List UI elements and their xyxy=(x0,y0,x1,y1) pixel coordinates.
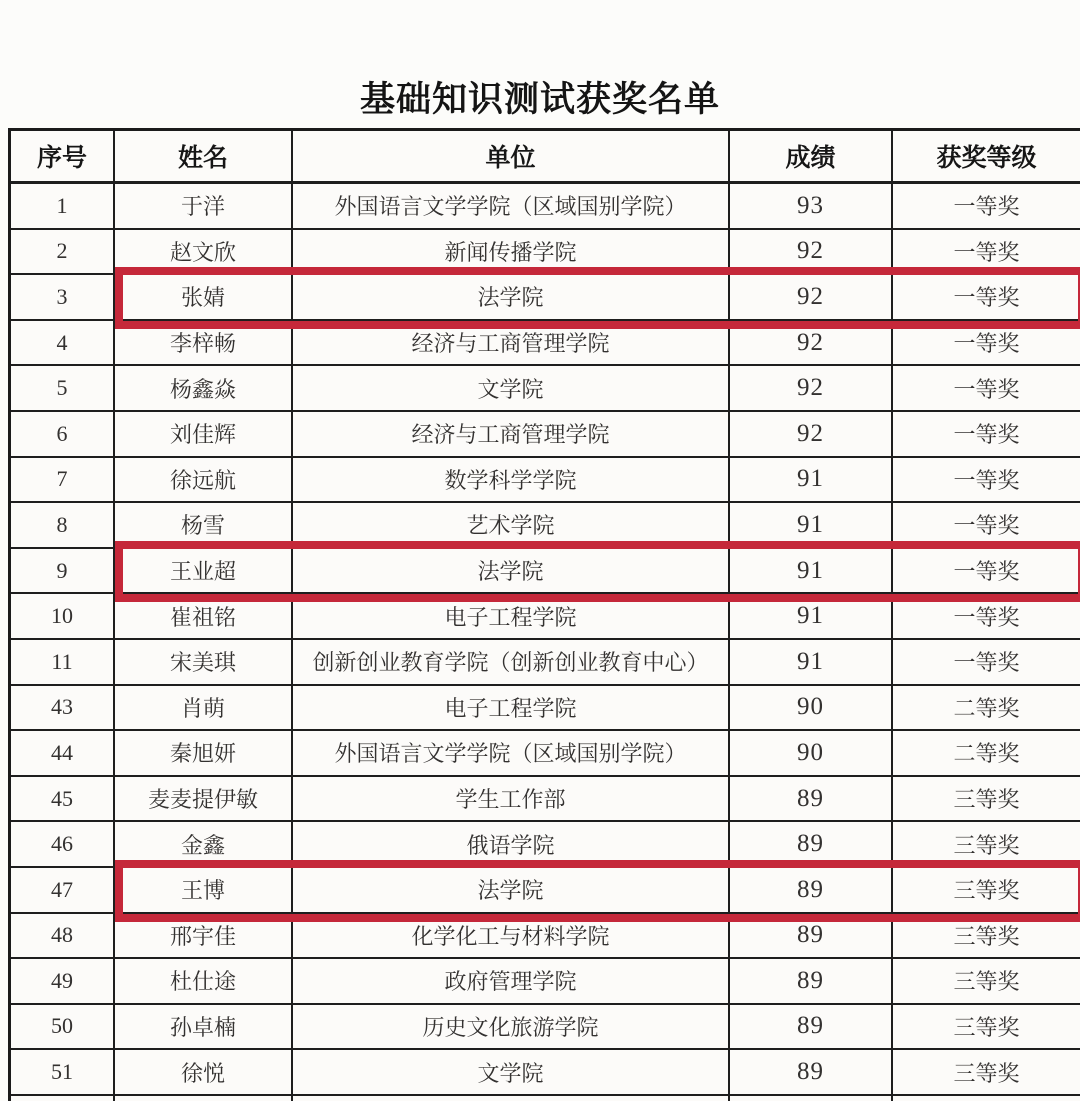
cell-name: 赵文欣 xyxy=(115,230,293,276)
cell-name: 宋美琪 xyxy=(115,640,293,686)
cell-score: 91 xyxy=(730,594,893,640)
cell-no: 11 xyxy=(11,640,115,686)
cell-unit: 文学院 xyxy=(293,1050,730,1096)
cell-unit: 外国语言文学学院（区域国别学院） xyxy=(293,184,730,230)
table-row-highlighted xyxy=(11,868,1080,914)
header-name: 姓名 xyxy=(115,131,293,184)
cell-score: 89 xyxy=(730,1005,893,1051)
cell-no: 48 xyxy=(11,914,115,960)
cell-no: 49 xyxy=(11,959,115,1005)
cell-name: 张婧 xyxy=(115,275,293,321)
table-row xyxy=(11,686,1080,732)
cell-unit: 法学院 xyxy=(293,549,730,595)
table-row-highlighted xyxy=(11,275,1080,321)
table-row xyxy=(11,412,1080,458)
partial-cell xyxy=(730,1096,893,1101)
cell-no: 6 xyxy=(11,412,115,458)
cell-no: 44 xyxy=(11,731,115,777)
cell-unit: 化学化工与材料学院 xyxy=(293,914,730,960)
cell-unit: 电子工程学院 xyxy=(293,686,730,732)
cell-award: 一等奖 xyxy=(893,230,1080,276)
table-row xyxy=(11,959,1080,1005)
table-row xyxy=(11,458,1080,504)
cell-no: 51 xyxy=(11,1050,115,1096)
cell-name: 麦麦提伊敏 xyxy=(115,777,293,823)
cell-unit: 新闻传播学院 xyxy=(293,230,730,276)
cell-unit: 政府管理学院 xyxy=(293,959,730,1005)
cell-score: 91 xyxy=(730,640,893,686)
cell-score: 91 xyxy=(730,458,893,504)
cell-award: 一等奖 xyxy=(893,549,1080,595)
cell-name: 邢宇佳 xyxy=(115,914,293,960)
cell-no: 2 xyxy=(11,230,115,276)
cell-name: 王博 xyxy=(115,868,293,914)
cell-name: 秦旭妍 xyxy=(115,731,293,777)
cell-name: 于洋 xyxy=(115,184,293,230)
cell-score: 90 xyxy=(730,731,893,777)
cell-name: 杜仕途 xyxy=(115,959,293,1005)
cell-award: 三等奖 xyxy=(893,868,1080,914)
cell-no: 45 xyxy=(11,777,115,823)
cell-unit: 经济与工商管理学院 xyxy=(293,321,730,367)
table-row xyxy=(11,366,1080,412)
table-row xyxy=(11,731,1080,777)
cell-award: 一等奖 xyxy=(893,184,1080,230)
header-unit: 单位 xyxy=(293,131,730,184)
cell-no: 3 xyxy=(11,275,115,321)
partial-cell xyxy=(893,1096,1080,1101)
cell-score: 89 xyxy=(730,777,893,823)
cell-unit: 学生工作部 xyxy=(293,777,730,823)
cell-score: 92 xyxy=(730,275,893,321)
table-row-highlighted xyxy=(11,549,1080,595)
cell-award: 三等奖 xyxy=(893,1005,1080,1051)
cell-unit: 法学院 xyxy=(293,275,730,321)
cell-no: 4 xyxy=(11,321,115,367)
cell-no: 50 xyxy=(11,1005,115,1051)
cell-score: 89 xyxy=(730,959,893,1005)
table-row xyxy=(11,503,1080,549)
table-row xyxy=(11,184,1080,230)
cell-award: 三等奖 xyxy=(893,959,1080,1005)
cell-unit: 电子工程学院 xyxy=(293,594,730,640)
table-row xyxy=(11,640,1080,686)
cell-award: 二等奖 xyxy=(893,686,1080,732)
cell-score: 92 xyxy=(730,366,893,412)
table-row xyxy=(11,822,1080,868)
cell-score: 92 xyxy=(730,230,893,276)
header-award: 获奖等级 xyxy=(893,131,1080,184)
page-title: 基础知识测试获奖名单 xyxy=(359,80,720,119)
table-row xyxy=(11,1050,1080,1096)
cell-unit: 艺术学院 xyxy=(293,503,730,549)
cell-name: 李梓畅 xyxy=(115,321,293,367)
table-header-row xyxy=(11,131,1080,184)
header-score: 成绩 xyxy=(730,131,893,184)
cell-unit: 经济与工商管理学院 xyxy=(293,412,730,458)
cell-name: 徐悦 xyxy=(115,1050,293,1096)
cell-no: 10 xyxy=(11,594,115,640)
cell-score: 92 xyxy=(730,412,893,458)
cell-score: 89 xyxy=(730,868,893,914)
cell-unit: 历史文化旅游学院 xyxy=(293,1005,730,1051)
table-row xyxy=(11,1005,1080,1051)
cell-score: 92 xyxy=(730,321,893,367)
cell-unit: 俄语学院 xyxy=(293,822,730,868)
table-row xyxy=(11,914,1080,960)
cell-unit: 数学科学学院 xyxy=(293,458,730,504)
header-no: 序号 xyxy=(11,131,115,184)
cell-no: 7 xyxy=(11,458,115,504)
cell-award: 一等奖 xyxy=(893,503,1080,549)
partial-next-row xyxy=(11,1096,1080,1101)
cell-unit: 外国语言文学学院（区域国别学院） xyxy=(293,731,730,777)
cell-award: 一等奖 xyxy=(893,321,1080,367)
cell-award: 三等奖 xyxy=(893,914,1080,960)
cell-award: 一等奖 xyxy=(893,366,1080,412)
cell-no: 46 xyxy=(11,822,115,868)
cell-name: 肖萌 xyxy=(115,686,293,732)
table-row xyxy=(11,594,1080,640)
cell-name: 孙卓楠 xyxy=(115,1005,293,1051)
cell-award: 三等奖 xyxy=(893,822,1080,868)
cell-no: 1 xyxy=(11,184,115,230)
table-row xyxy=(11,321,1080,367)
cell-name: 崔祖铭 xyxy=(115,594,293,640)
cell-score: 91 xyxy=(730,503,893,549)
cell-score: 89 xyxy=(730,914,893,960)
cell-no: 47 xyxy=(11,868,115,914)
cell-score: 93 xyxy=(730,184,893,230)
cell-award: 一等奖 xyxy=(893,640,1080,686)
table-row xyxy=(11,230,1080,276)
cell-score: 89 xyxy=(730,1050,893,1096)
cell-no: 9 xyxy=(11,549,115,595)
cell-award: 一等奖 xyxy=(893,275,1080,321)
cell-name: 金鑫 xyxy=(115,822,293,868)
partial-cell xyxy=(115,1096,293,1101)
table-body xyxy=(11,184,1080,1096)
cell-score: 91 xyxy=(730,549,893,595)
cell-no: 8 xyxy=(11,503,115,549)
cell-award: 一等奖 xyxy=(893,594,1080,640)
cell-no: 5 xyxy=(11,366,115,412)
cell-name: 刘佳辉 xyxy=(115,412,293,458)
partial-cell xyxy=(11,1096,115,1101)
cell-name: 杨鑫焱 xyxy=(115,366,293,412)
cell-name: 徐远航 xyxy=(115,458,293,504)
cell-award: 一等奖 xyxy=(893,412,1080,458)
cell-score: 90 xyxy=(730,686,893,732)
cell-unit: 创新创业教育学院（创新创业教育中心） xyxy=(293,640,730,686)
cell-name: 王业超 xyxy=(115,549,293,595)
partial-cell xyxy=(293,1096,730,1101)
cell-name: 杨雪 xyxy=(115,503,293,549)
cell-unit: 法学院 xyxy=(293,868,730,914)
cell-score: 89 xyxy=(730,822,893,868)
award-table xyxy=(8,128,1080,1101)
cell-award: 二等奖 xyxy=(893,731,1080,777)
cell-award: 三等奖 xyxy=(893,1050,1080,1096)
table-row xyxy=(11,777,1080,823)
cell-award: 三等奖 xyxy=(893,777,1080,823)
cell-no: 43 xyxy=(11,686,115,732)
cell-award: 一等奖 xyxy=(893,458,1080,504)
cell-unit: 文学院 xyxy=(293,366,730,412)
